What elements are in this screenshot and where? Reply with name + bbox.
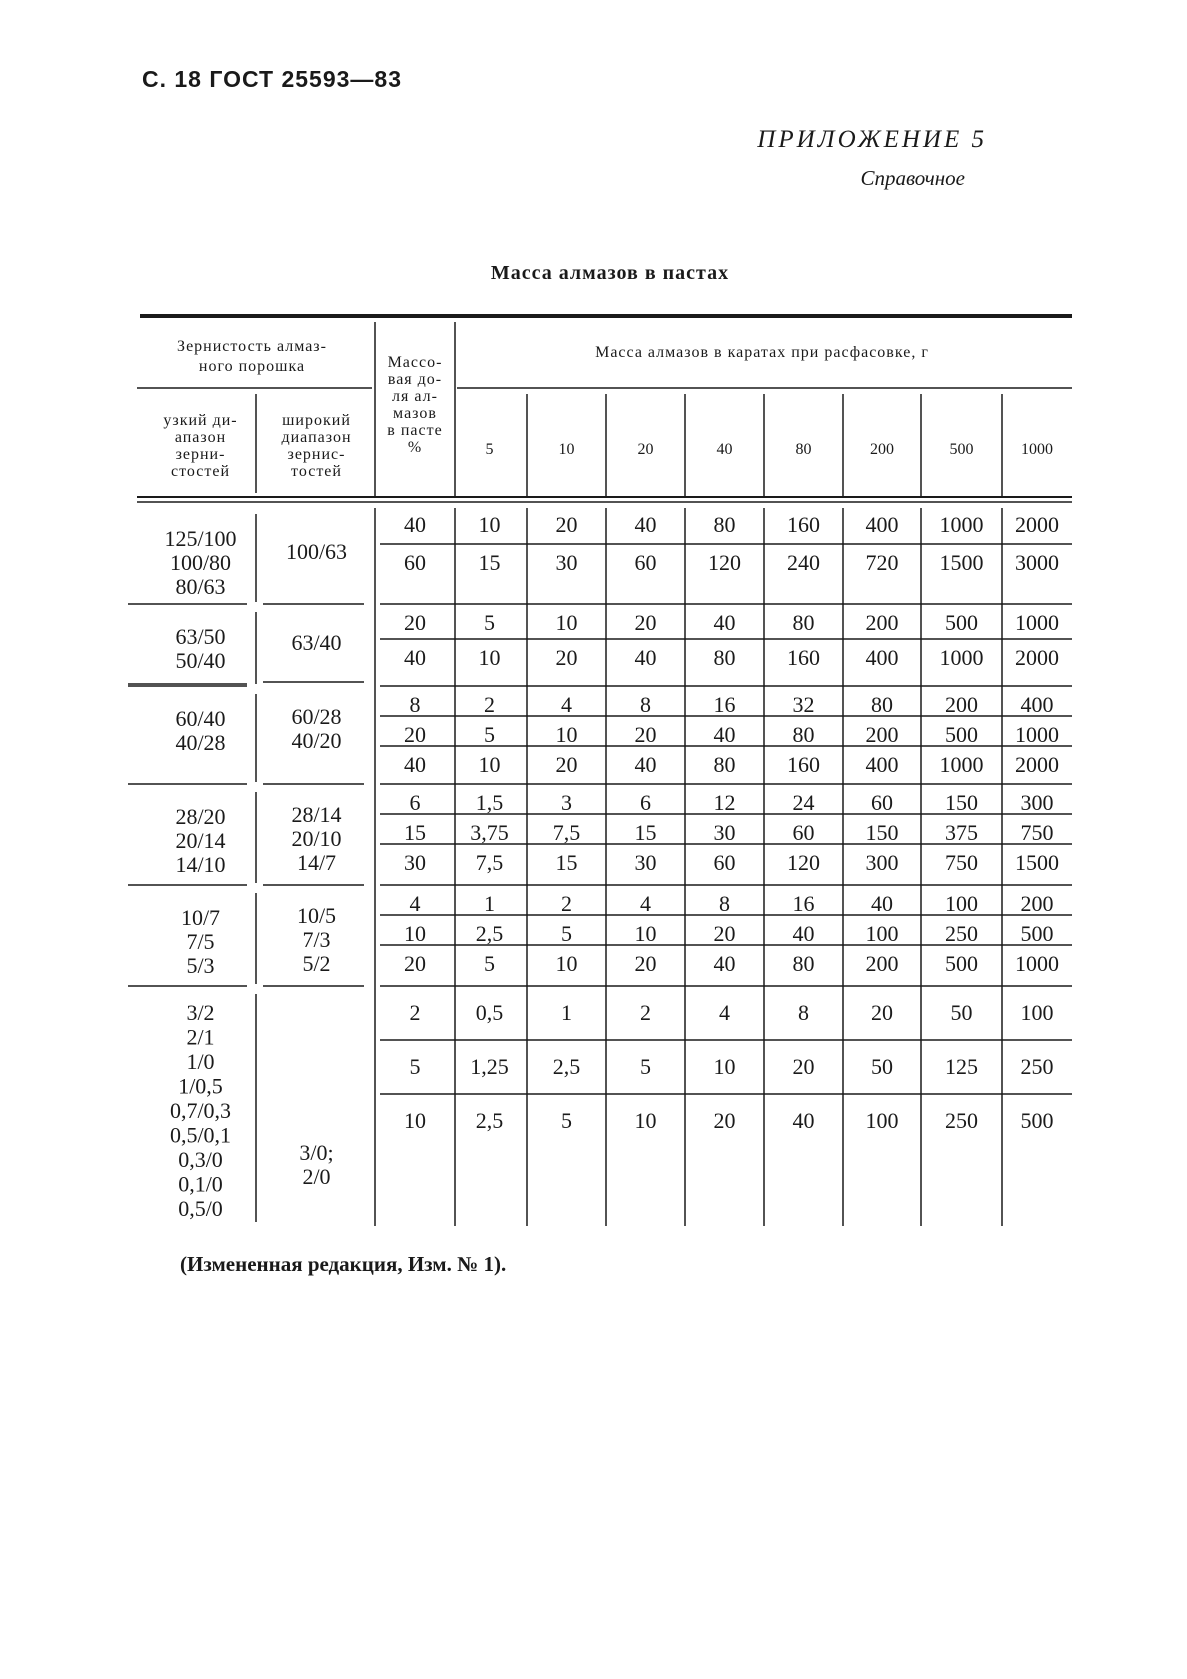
diamond-fraction-cell: 4 — [409, 891, 421, 916]
mass-cell: 150 — [945, 790, 978, 815]
header-wide: широкий — [282, 412, 351, 429]
mass-cell: 80 — [792, 951, 815, 976]
mass-cell: 240 — [787, 550, 820, 575]
mass-cell: 20 — [634, 610, 657, 635]
mass-cell: 250 — [945, 1108, 978, 1133]
mass-cell: 120 — [708, 550, 741, 575]
mass-cell: 500 — [945, 951, 978, 976]
mass-cell: 20 — [634, 722, 657, 747]
mass-cell: 1000 — [939, 645, 984, 670]
wide-range: 7/3 — [302, 927, 331, 952]
mass-cell: 20 — [555, 645, 578, 670]
mass-cell: 20 — [792, 1054, 815, 1079]
narrow-range: 2/1 — [186, 1024, 215, 1050]
mass-cell: 20 — [634, 951, 657, 976]
mass-cell: 40 — [792, 1108, 815, 1133]
mass-cell: 40 — [634, 752, 657, 777]
mass-cell: 80 — [871, 692, 893, 717]
mass-cell: 8 — [640, 692, 651, 717]
mass-cell: 400 — [865, 752, 899, 777]
mass-cell: 250 — [945, 921, 978, 946]
mass-cell: 32 — [792, 692, 815, 717]
narrow-range: 63/50 — [175, 624, 226, 649]
mass-cell: 200 — [865, 610, 899, 635]
diamond-fraction-cell: 20 — [404, 722, 426, 747]
header-wide: тостей — [291, 463, 342, 480]
mass-cell: 4 — [640, 891, 651, 916]
narrow-range: 0,7/0,3 — [169, 1098, 232, 1123]
diamond-fraction-cell: 20 — [404, 610, 426, 635]
mass-cell: 10 — [478, 752, 501, 777]
mass-cell: 80 — [792, 610, 815, 635]
mass-cell: 60 — [792, 820, 815, 845]
mass-cell: 200 — [1020, 891, 1054, 916]
mass-cell: 2,5 — [552, 1054, 581, 1079]
mass-cell: 50 — [950, 1000, 973, 1025]
mass-cell: 24 — [792, 790, 815, 815]
mass-cell: 2 — [484, 692, 495, 717]
mass-cell: 1,5 — [475, 790, 504, 815]
mass-cell: 1000 — [939, 752, 984, 777]
wide-range: 10/5 — [296, 903, 337, 928]
mass-cell: 1 — [561, 1000, 572, 1025]
mass-cell: 80 — [792, 722, 815, 747]
diamond-fraction-cell: 15 — [404, 820, 426, 845]
mass-cell: 2,5 — [475, 1108, 504, 1133]
mass-cell: 300 — [1020, 790, 1054, 815]
narrow-range: 0,1/0 — [178, 1171, 223, 1197]
mass-cell: 300 — [865, 850, 899, 875]
diamond-fraction-cell: 10 — [404, 921, 426, 946]
mass-cell: 10 — [478, 645, 501, 670]
mass-cell: 8 — [719, 891, 730, 916]
mass-cell: 80 — [713, 752, 736, 777]
narrow-range: 28/20 — [175, 804, 226, 829]
diamond-fraction-cell: 10 — [404, 1108, 426, 1133]
wide-range: 60/28 — [291, 704, 342, 729]
wide-range: 100/63 — [285, 539, 348, 564]
narrow-range: 1/0,5 — [178, 1073, 223, 1099]
mass-cell: 5 — [640, 1054, 651, 1079]
mass-cell: 20 — [713, 921, 736, 946]
mass-cell: 5 — [484, 610, 495, 635]
header-fraction: вая до- — [387, 371, 443, 388]
wide-range: 20/10 — [291, 826, 342, 851]
mass-cell: 4 — [719, 1000, 730, 1025]
mass-cell: 500 — [945, 722, 978, 747]
narrow-range: 0,5/0,1 — [169, 1122, 232, 1148]
header-grit: Зернистость алмаз- — [177, 338, 327, 355]
mass-cell: 2 — [640, 1000, 651, 1025]
diamond-fraction-cell: 20 — [404, 951, 426, 976]
mass-cell: 10 — [713, 1054, 736, 1079]
mass-cell: 40 — [634, 512, 657, 537]
mass-cell: 30 — [555, 550, 578, 575]
mass-cell: 10 — [555, 722, 578, 747]
header-pack-size: 80 — [795, 441, 812, 458]
mass-cell: 40 — [634, 645, 657, 670]
mass-cell: 200 — [865, 951, 899, 976]
mass-cell: 5 — [561, 921, 572, 946]
mass-cell: 20 — [713, 1108, 736, 1133]
mass-cell: 375 — [945, 820, 978, 845]
mass-cell: 250 — [1020, 1054, 1054, 1079]
header-pack-size: 200 — [870, 441, 894, 458]
header-fraction: Массо- — [387, 354, 443, 371]
mass-cell: 720 — [865, 550, 899, 575]
mass-cell: 3000 — [1015, 550, 1059, 575]
mass-cell: 1000 — [1015, 610, 1059, 635]
header-pack-size: 5 — [485, 441, 494, 458]
mass-cell: 160 — [787, 752, 820, 777]
header-narrow: апазон — [174, 429, 227, 446]
narrow-range: 14/10 — [175, 852, 226, 877]
mass-cell: 400 — [865, 512, 899, 537]
header-narrow: зерни- — [175, 446, 226, 463]
mass-cell: 1500 — [1015, 850, 1059, 875]
mass-cell: 40 — [713, 722, 736, 747]
mass-cell: 10 — [634, 921, 657, 946]
wide-range: 2/0 — [302, 1164, 331, 1189]
header-pack-size: 40 — [716, 441, 733, 458]
mass-cell: 40 — [871, 891, 893, 916]
mass-cell: 100 — [865, 921, 899, 946]
mass-cell: 8 — [798, 1000, 809, 1025]
diamond-fraction-cell: 5 — [409, 1054, 421, 1079]
wide-range: 63/40 — [291, 630, 342, 655]
narrow-range: 125/100 — [164, 526, 237, 551]
narrow-range: 5/3 — [186, 953, 215, 978]
mass-cell: 100 — [865, 1108, 899, 1133]
narrow-range: 0,5/0 — [178, 1196, 223, 1221]
mass-cell: 750 — [945, 850, 978, 875]
mass-cell: 20 — [871, 1000, 893, 1025]
mass-cell: 1000 — [1015, 951, 1059, 976]
table-title: Масса алмазов в пастах — [490, 262, 730, 284]
header-fraction: % — [407, 439, 423, 456]
mass-cell: 5 — [484, 722, 495, 747]
mass-cell: 500 — [945, 610, 978, 635]
mass-cell: 100 — [945, 891, 978, 916]
narrow-range: 50/40 — [175, 648, 226, 673]
diamond-fraction-cell: 40 — [404, 645, 426, 670]
mass-cell: 40 — [792, 921, 815, 946]
mass-cell: 40 — [713, 951, 736, 976]
mass-cell: 10 — [634, 1108, 657, 1133]
footnote: (Измененная редакция, Изм. № 1). — [180, 1252, 507, 1276]
mass-cell: 100 — [1020, 1000, 1054, 1025]
mass-cell: 80 — [713, 645, 736, 670]
appendix-subtitle: Справочное — [860, 166, 965, 190]
narrow-range: 1/0 — [186, 1049, 215, 1074]
mass-cell: 60 — [634, 550, 657, 575]
mass-cell: 1500 — [939, 550, 984, 575]
narrow-range: 10/7 — [180, 905, 221, 930]
mass-cell: 400 — [1020, 692, 1054, 717]
diamond-fraction-cell: 60 — [404, 550, 426, 575]
mass-cell: 40 — [713, 610, 736, 635]
wide-range: 40/20 — [291, 728, 342, 753]
mass-cell: 200 — [945, 692, 978, 717]
header-pack-size: 500 — [949, 441, 974, 458]
mass-cell: 5 — [561, 1108, 572, 1133]
narrow-range: 40/28 — [175, 730, 226, 755]
diamond-fraction-cell: 6 — [409, 790, 421, 815]
header-pack-size: 10 — [558, 441, 575, 458]
mass-cell: 1000 — [939, 512, 984, 537]
mass-cell: 1 — [484, 891, 495, 916]
diamond-fraction-cell: 40 — [404, 752, 426, 777]
mass-cell: 4 — [561, 692, 572, 717]
header-narrow: стостей — [170, 463, 231, 480]
header-fraction: ля ал- — [392, 388, 438, 405]
header-mass: Масса алмазов в каратах при расфасовке, г — [595, 344, 929, 361]
mass-cell: 500 — [1020, 1108, 1054, 1133]
mass-cell: 160 — [787, 512, 820, 537]
mass-cell: 50 — [871, 1054, 893, 1079]
wide-range: 28/14 — [291, 802, 342, 827]
running-head: С. 18 ГОСТ 25593—83 — [142, 66, 403, 92]
header-grit: ного порошка — [198, 358, 306, 375]
narrow-range: 100/80 — [169, 550, 232, 575]
header-narrow: узкий ди- — [163, 412, 238, 429]
mass-cell: 30 — [634, 850, 657, 875]
mass-cell: 16 — [792, 891, 815, 916]
mass-cell: 2000 — [1015, 645, 1059, 670]
header-wide: диапазон — [281, 429, 352, 446]
mass-cell: 15 — [555, 850, 578, 875]
header-fraction: в пасте — [387, 422, 443, 439]
header-pack-size: 1000 — [1021, 441, 1053, 458]
narrow-range: 3/2 — [186, 1000, 215, 1025]
narrow-range: 0,3/0 — [178, 1147, 223, 1172]
mass-cell: 200 — [865, 722, 899, 747]
mass-cell: 10 — [478, 512, 501, 537]
wide-range: 14/7 — [296, 850, 337, 875]
mass-cell: 3 — [561, 790, 572, 815]
diamond-fraction-cell: 40 — [404, 512, 426, 537]
narrow-range: 60/40 — [175, 706, 226, 731]
mass-cell: 3,75 — [470, 820, 509, 845]
mass-cell: 1000 — [1015, 722, 1059, 747]
mass-cell: 1,25 — [470, 1054, 509, 1079]
mass-cell: 15 — [634, 820, 657, 845]
header-fraction: мазов — [393, 405, 437, 422]
mass-cell: 2,5 — [475, 921, 504, 946]
mass-cell: 10 — [555, 610, 578, 635]
mass-cell: 7,5 — [475, 850, 504, 875]
mass-cell: 400 — [865, 645, 899, 670]
narrow-range: 20/14 — [175, 828, 226, 853]
appendix-title: ПРИЛОЖЕНИЕ 5 — [757, 126, 987, 153]
mass-cell: 2000 — [1015, 752, 1059, 777]
mass-cell: 150 — [865, 820, 899, 845]
diamond-fraction-cell: 2 — [409, 1000, 421, 1025]
mass-cell: 5 — [484, 951, 495, 976]
mass-cell: 10 — [555, 951, 578, 976]
header-pack-size: 20 — [637, 441, 654, 458]
wide-range: 5/2 — [302, 951, 331, 976]
mass-cell: 2 — [561, 891, 572, 916]
diamond-fraction-cell: 8 — [409, 692, 421, 717]
mass-cell: 7,5 — [552, 820, 581, 845]
diamond-fraction-cell: 30 — [404, 850, 426, 875]
mass-cell: 80 — [713, 512, 736, 537]
mass-cell: 60 — [871, 790, 893, 815]
mass-cell: 60 — [713, 850, 736, 875]
mass-cell: 20 — [555, 512, 578, 537]
mass-cell: 160 — [787, 645, 820, 670]
narrow-range: 7/5 — [186, 929, 215, 954]
mass-cell: 125 — [945, 1054, 978, 1079]
mass-cell: 16 — [713, 692, 736, 717]
mass-cell: 12 — [713, 790, 736, 815]
mass-cell: 2000 — [1015, 512, 1059, 537]
wide-range: 3/0; — [299, 1140, 334, 1165]
mass-cell: 15 — [478, 550, 501, 575]
mass-cell: 30 — [713, 820, 736, 845]
mass-cell: 500 — [1020, 921, 1054, 946]
header-wide: зернис- — [287, 446, 346, 463]
mass-cell: 750 — [1020, 820, 1054, 845]
mass-cell: 6 — [640, 790, 651, 815]
mass-cell: 0,5 — [475, 1000, 504, 1025]
mass-cell: 20 — [555, 752, 578, 777]
narrow-range: 80/63 — [175, 574, 226, 599]
mass-cell: 120 — [787, 850, 820, 875]
